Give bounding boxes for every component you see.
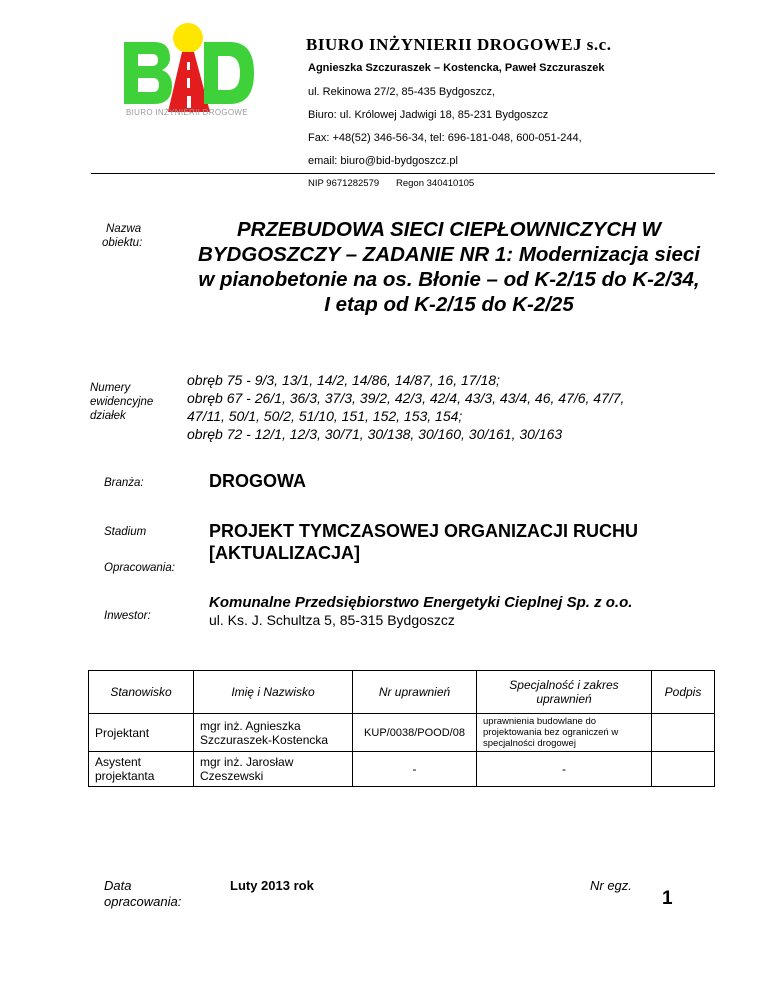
parcels-list: obręb 75 - 9/3, 13/1, 14/2, 14/86, 14/87, 16, 17/18; obręb 67 - 26/1, 36/3, 37/3, 39/2, 42/3, 42/4, 43/3, 43/4, 46, 47/6, 47/7, 47/11, 50/1, 50/2, 51/10, 151, 152, 153, 154; obręb 72 - 12/1, 12/3, 30/71, 30/138, 30/160, 30/161, 30/163 [187, 372, 625, 442]
cell-name: mgr inż. Agnieszka Szczuraszek-Kostencka [194, 714, 353, 752]
investor-address: ul. Ks. J. Schultza 5, 85-315 Bydgoszcz [209, 612, 455, 628]
logo-sun [173, 23, 203, 53]
firm-contact: Fax: +48(52) 346-56-34, tel: 696-181-048, 600-051-244, [308, 132, 582, 144]
cell-specialty: uprawnienia budowlane do projektowania bez ograniczeń w specjalności drogowej [477, 714, 652, 752]
cell-name: mgr inż. Jarosław Czeszewski [194, 752, 353, 787]
investor-label: Inwestor: [104, 610, 151, 622]
cell-signature [652, 714, 715, 752]
logo-letter-d [204, 42, 254, 104]
firm-nip: NIP 9671282579 [308, 178, 380, 189]
cell-signature [652, 752, 715, 787]
cell-specialty: - [477, 752, 652, 787]
firm-name: BIURO INŻYNIERII DROGOWEJ s.c. [306, 35, 612, 54]
table-row [89, 714, 715, 752]
cell-license: KUP/0038/POOD/08 [353, 714, 477, 752]
stage-label-1: Stadium [104, 526, 147, 538]
signatures-table [88, 670, 715, 787]
firm-email: email: biuro@bid-bydgoszcz.pl [308, 155, 458, 167]
cell-position: Projektant [89, 714, 194, 752]
header-divider [91, 173, 715, 174]
firm-regon: Regon 340410105 [396, 178, 475, 189]
date-value: Luty 2013 rok [230, 878, 314, 893]
copy-label: Nr egz. [590, 878, 632, 893]
header-license: Nr uprawnień [353, 671, 477, 714]
date-label: Data opracowania: [104, 878, 182, 909]
investor-name: Komunalne Przedsiębiorstwo Energetyki Cieplnej Sp. z o.o. [209, 594, 633, 611]
object-title: PRZEBUDOWA SIECI CIEPŁOWNICZYCH W BYDGOSZCZY – ZADANIE NR 1: Modernizacja sieci w pianobetonie na os. Błonie – od K-2/15 do K-2/34, I etap od K-2/15 do K-2/25 [198, 218, 700, 316]
office-address: Biuro: ul. Królowej Jadwigi 18, 85-231 Bydgoszcz [308, 109, 549, 121]
firm-owners: Agnieszka Szczuraszek – Kostencka, Paweł Szczuraszek [308, 62, 605, 74]
copy-number: 1 [662, 888, 673, 909]
logo-caption: BIURO INŻYNIERII DROGOWE [126, 108, 248, 117]
header-specialty: Specjalność i zakres uprawnień [477, 671, 652, 714]
cell-license: - [353, 752, 477, 787]
branch-label: Branża: [104, 477, 144, 489]
logo-letter-b [124, 42, 172, 104]
stage-label-2: Opracowania: [104, 562, 175, 574]
firm-address: ul. Rekinowa 27/2, 85-435 Bydgoszcz, [308, 86, 496, 98]
table-header-row [89, 671, 715, 714]
header-name: Imię i Nazwisko [194, 671, 353, 714]
object-label: Nazwa obiektu: [102, 223, 143, 249]
parcels-label: Numery ewidencyjne działek [90, 382, 154, 422]
header-position: Stanowisko [89, 671, 194, 714]
cell-position: Asystent projektanta [89, 752, 194, 787]
header-signature: Podpis [652, 671, 715, 714]
branch-value: DROGOWA [209, 471, 306, 491]
table-row [89, 752, 715, 787]
stage-value: PROJEKT TYMCZASOWEJ ORGANIZACJI RUCHU [AKTUALIZACJA] [209, 521, 639, 563]
